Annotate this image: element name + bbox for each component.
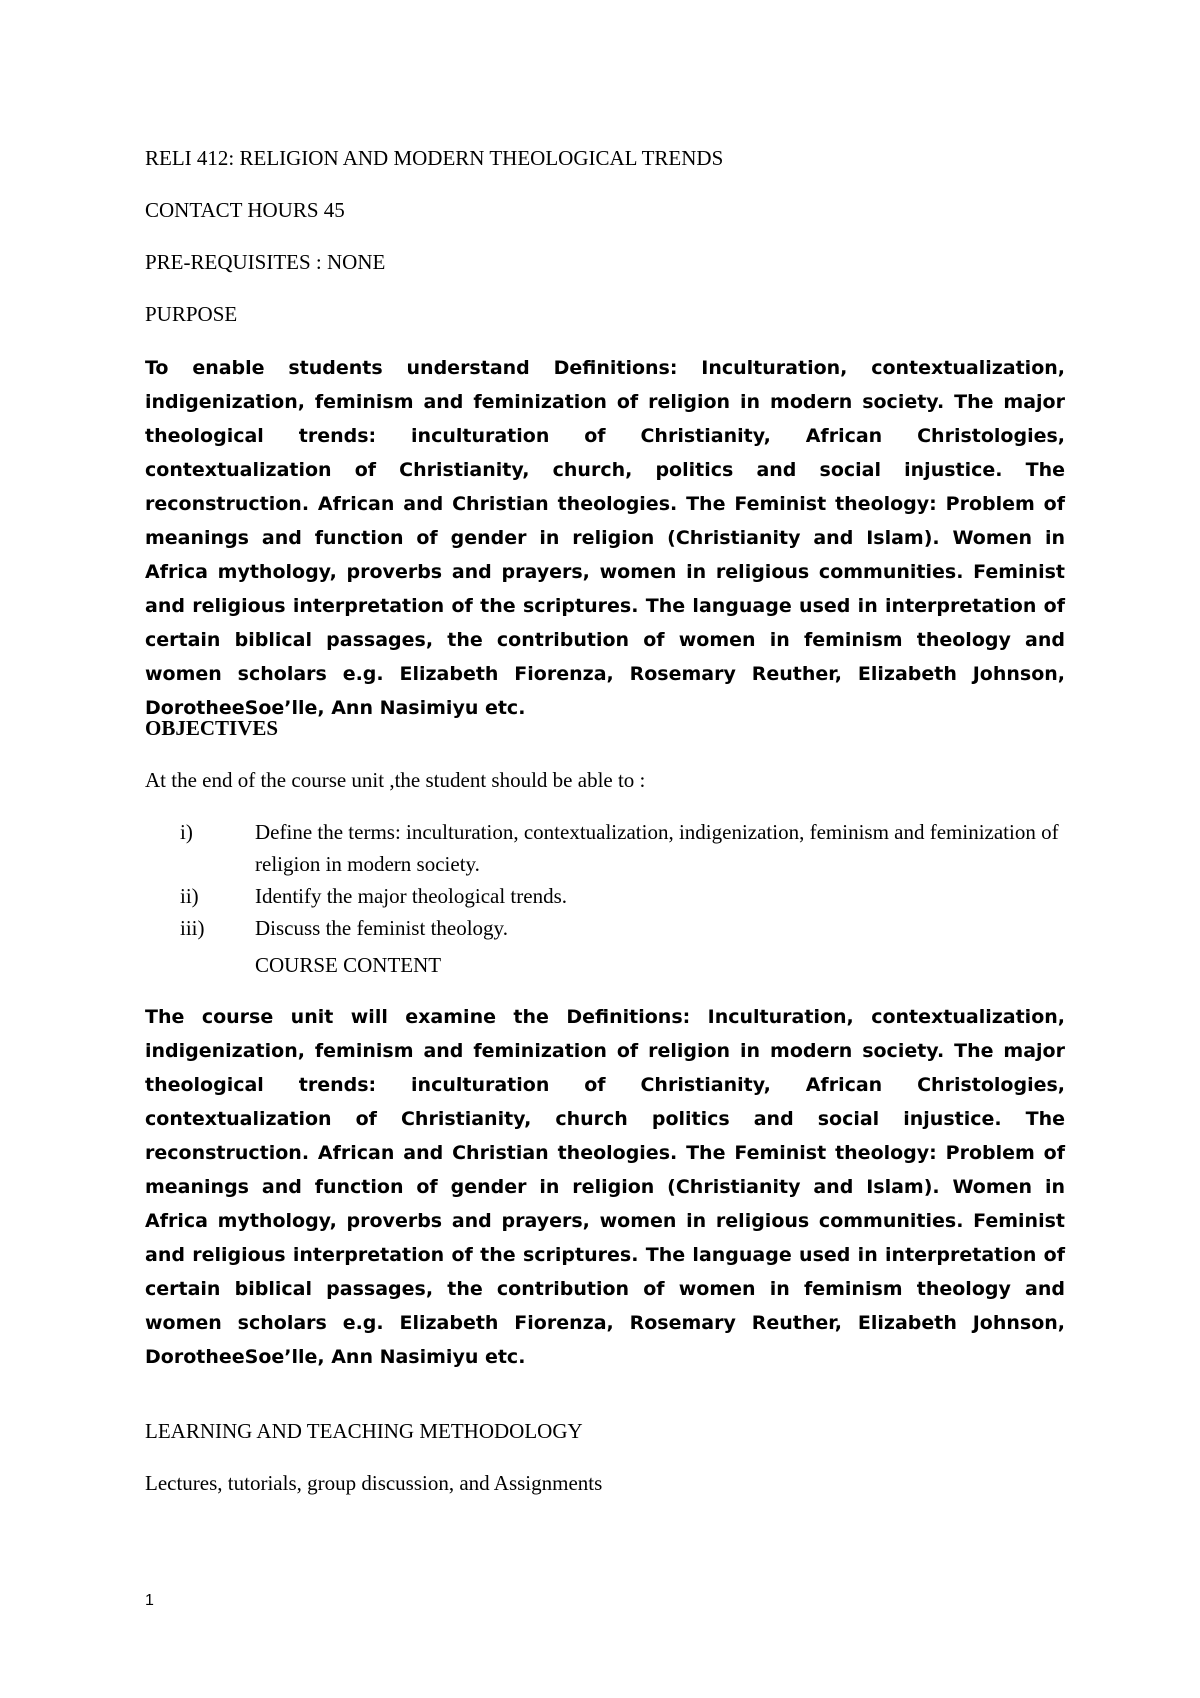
objective-number: iii): [180, 916, 205, 940]
objective-item: [145, 880, 1065, 912]
objectives-heading: OBJECTIVES: [145, 716, 279, 740]
prerequisites: PRE-REQUISITES : NONE: [145, 250, 386, 274]
objectives-intro: At the end of the course unit ,the student should be able to :: [145, 768, 646, 792]
objective-text: Discuss the feminist theology.: [255, 916, 508, 940]
page-number: 1: [145, 1592, 154, 1609]
methodology-heading: LEARNING AND TEACHING METHODOLOGY: [145, 1419, 583, 1443]
course-content-text: The course unit will examine the Definitions: Inculturation, contextualization, indigenization, feminism and feminization of religion in modern society. The major theological trends: inculturation of Christianity, African Christologies, contextualization of Christianity, church politics and social injustice. The reconstruction. African and Christian theologies. The Feminist theology: Problem of meanings and function of gender in religion (Christianity and Islam). Women in Africa mythology, proverbs and prayers, women in religious communities. Feminist and religious interpretation of the scriptures. The language used in interpretation of certain biblical passages, the contribution of women in feminism theology and women scholars e.g. Elizabeth Fiorenza, Rosemary Reuther, Elizabeth Johnson, DorotheeSoe’lle, Ann Nasimiyu etc.: [145, 1006, 1065, 1368]
objective-number: i): [180, 820, 193, 844]
contact-hours: CONTACT HOURS 45: [145, 198, 345, 222]
objective-text: Define the terms: inculturation, contextualization, indigenization, feminism and feminization of religion in modern society.: [255, 820, 1059, 876]
objective-text: Identify the major theological trends.: [255, 884, 567, 908]
course-content-heading: COURSE CONTENT: [255, 953, 442, 977]
purpose-text: To enable students understand Definitions: Inculturation, contextualization, indigenization, feminism and feminization of religion in modern society. The major theological trends: inculturation of Christianity, African Christologies, contextualization of Christianity, church, politics and social injustice. The reconstruction. African and Christian theologies. The Feminist theology: Problem of meanings and function of gender in religion (Christianity and Islam). Women in Africa mythology, proverbs and prayers, women in religious communities. Feminist and religious interpretation of the scriptures. The language used in interpretation of certain biblical passages, the contribution of women in feminism theology and women scholars e.g. Elizabeth Fiorenza, Rosemary Reuther, Elizabeth Johnson, DorotheeSoe’lle, Ann Nasimiyu etc.: [145, 357, 1065, 719]
purpose-heading: PURPOSE: [145, 302, 238, 326]
objective-number: ii): [180, 884, 199, 908]
objective-item: [145, 912, 1065, 944]
objectives-list: [145, 816, 1065, 944]
methodology-text: Lectures, tutorials, group discussion, and Assignments: [145, 1471, 603, 1495]
course-title: RELI 412: RELIGION AND MODERN THEOLOGICAL TRENDS: [145, 146, 724, 170]
objective-item: [145, 816, 1065, 880]
